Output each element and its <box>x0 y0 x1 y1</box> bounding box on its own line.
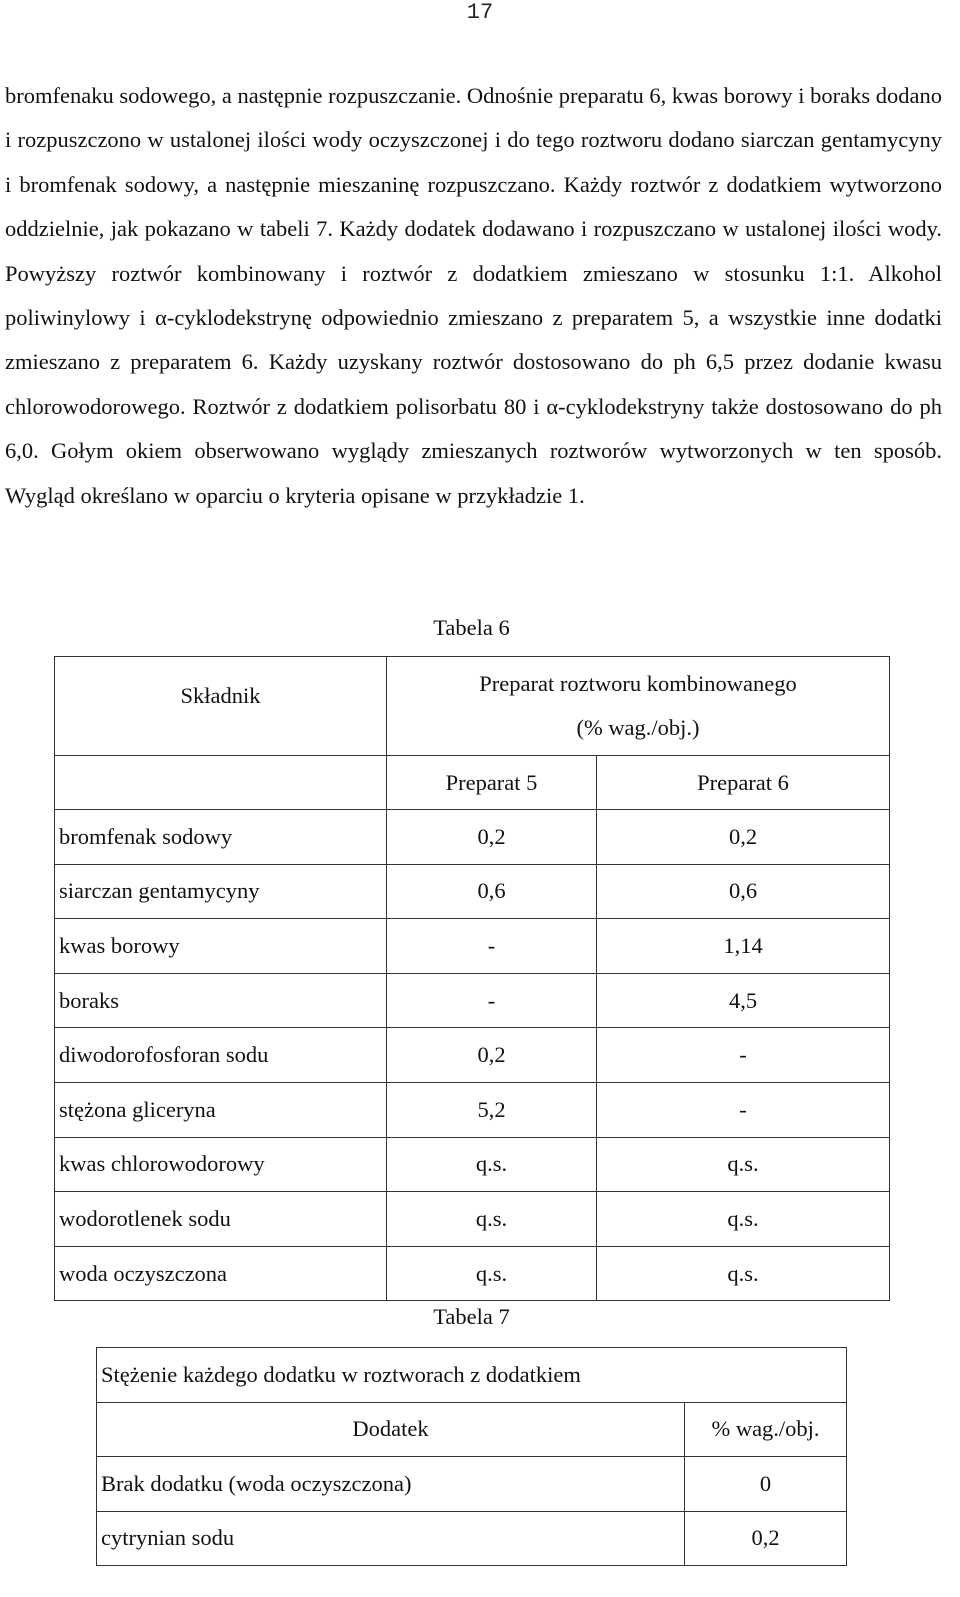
page-number: 17 <box>466 0 494 25</box>
table-row <box>55 1082 890 1137</box>
table6-header-group-line1: Preparat roztworu kombinowanego <box>479 671 797 696</box>
table6-header-ingredient: Składnik <box>55 657 387 756</box>
table7-col-additive: Dodatek <box>97 1402 685 1457</box>
table-row <box>55 973 890 1028</box>
row-value-a: q.s. <box>387 1192 597 1247</box>
row-value-b: 0,2 <box>597 810 890 865</box>
row-value-a: 5,2 <box>387 1082 597 1137</box>
table-row <box>55 810 890 865</box>
table6-subheader-row <box>55 756 890 810</box>
row-value-b: - <box>597 1028 890 1083</box>
row-name: cytrynian sodu <box>97 1511 685 1566</box>
table7-title-row <box>97 1348 847 1403</box>
row-value-b: 1,14 <box>597 919 890 974</box>
row-name: diwodorofosforan sodu <box>55 1028 387 1083</box>
table7-title: Stężenie każdego dodatku w roztworach z dodatkiem <box>97 1348 847 1403</box>
table6-col-preparat6: Preparat 6 <box>597 756 890 810</box>
table6-caption: Tabela 6 <box>433 615 510 640</box>
table7-col-concentration: % wag./obj. <box>685 1402 847 1457</box>
row-value-a: - <box>387 973 597 1028</box>
table6-subheader-empty <box>55 756 387 810</box>
row-name: woda oczyszczona <box>55 1246 387 1301</box>
row-value-b: q.s. <box>597 1246 890 1301</box>
table-row <box>55 1192 890 1247</box>
row-value-a: q.s. <box>387 1137 597 1192</box>
table-row <box>97 1511 847 1566</box>
table6-header-row <box>55 657 890 756</box>
row-value-b: q.s. <box>597 1192 890 1247</box>
row-value: 0,2 <box>685 1511 847 1566</box>
row-value-b: 0,6 <box>597 864 890 919</box>
table7-caption: Tabela 7 <box>433 1304 510 1329</box>
row-value-b: 4,5 <box>597 973 890 1028</box>
row-name: kwas borowy <box>55 919 387 974</box>
row-value-a: q.s. <box>387 1246 597 1301</box>
row-value-a: 0,2 <box>387 810 597 865</box>
table-row <box>55 1137 890 1192</box>
row-name: stężona gliceryna <box>55 1082 387 1137</box>
row-value-b: q.s. <box>597 1137 890 1192</box>
table7-header-row <box>97 1402 847 1457</box>
row-value-a: 0,6 <box>387 864 597 919</box>
table6-header-group-line2: (% wag./obj.) <box>576 715 700 740</box>
row-name: wodorotlenek sodu <box>55 1192 387 1247</box>
row-name: bromfenak sodowy <box>55 810 387 865</box>
table7 <box>96 1347 847 1566</box>
row-value-a: 0,2 <box>387 1028 597 1083</box>
row-value-a: - <box>387 919 597 974</box>
row-name: Brak dodatku (woda oczyszczona) <box>97 1457 685 1512</box>
row-name: kwas chlorowodorowy <box>55 1137 387 1192</box>
body-paragraph: bromfenaku sodowego, a następnie rozpuszczanie. Odnośnie preparatu 6, kwas borowy i boraks dodano i rozpuszczono w ustalonej ilości wody oczyszczonej i do tego roztworu dodano siarczan gentamycyny i bromfenak sodowy, a następnie mieszaninę rozpuszczano. Każdy roztwór z dodatkiem wytworzono oddzielnie, jak pokazano w tabeli 7. Każdy dodatek dodawano i rozpuszczano w ustalonej ilości wody. Powyższy roztwór kombinowany i roztwór z dodatkiem zmieszano w stosunku 1:1. Alkohol poliwinylowy i α-cyklodekstrynę odpowiednio zmieszano z preparatem 5, a wszystkie inne dodatki zmieszano z preparatem 6. Każdy uzyskany roztwór dostosowano do ph 6,5 przez dodanie kwasu chlorowodorowego. Roztwór z dodatkiem polisorbatu 80 i α-cyklodekstryny także dostosowano do ph 6,0. Gołym okiem obserwowano wyglądy zmieszanych roztworów wytworzonych w ten sposób. Wygląd określano w oparciu o kryteria opisane w przykładzie 1. <box>5 83 942 508</box>
table-row <box>55 1028 890 1083</box>
table-row <box>55 1246 890 1301</box>
table6 <box>54 656 890 1301</box>
row-name: siarczan gentamycyny <box>55 864 387 919</box>
row-value-b: - <box>597 1082 890 1137</box>
row-name: boraks <box>55 973 387 1028</box>
table-row <box>97 1457 847 1512</box>
table-row <box>55 919 890 974</box>
table6-header-group <box>387 657 890 756</box>
table6-col-preparat5: Preparat 5 <box>387 756 597 810</box>
row-value: 0 <box>685 1457 847 1512</box>
table-row <box>55 864 890 919</box>
